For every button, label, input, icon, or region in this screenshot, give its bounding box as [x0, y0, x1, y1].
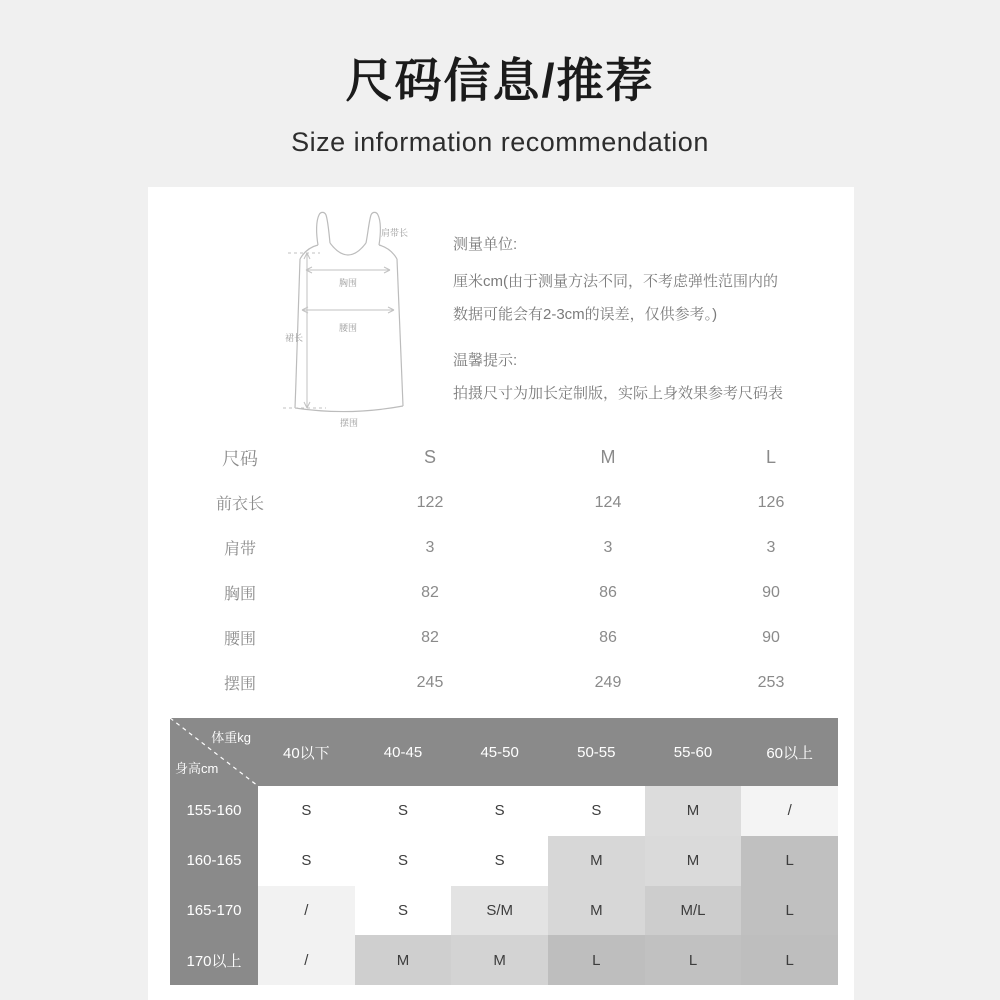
content-panel: [148, 187, 854, 1000]
matrix-size-cell: L: [741, 935, 838, 985]
matrix-size-cell: /: [258, 935, 355, 985]
measure-unit-line1: 厘米cm(由于测量方法不同，不考虑弹性范围内的: [453, 273, 778, 290]
matrix-size-cell: S: [258, 786, 355, 836]
notes-block: [453, 233, 818, 410]
tip-title: 温馨提示:: [453, 352, 518, 369]
matrix-size-cell: L: [645, 935, 742, 985]
dress-outline: [295, 212, 403, 411]
corner-weight-label: 体重kg: [211, 730, 251, 745]
matrix-size-cell: S: [548, 786, 645, 836]
size-table-value-cell: 3: [603, 538, 613, 556]
matrix-corner-cell: [170, 718, 258, 786]
size-table-row-label: 腰围: [223, 631, 256, 648]
tip-line: 拍摄尺寸为加长定制版，实际上身效果参考尺码表: [453, 385, 784, 402]
size-table-value-cell: 3: [766, 538, 776, 556]
size-table-header-cell: M: [600, 447, 616, 467]
matrix-height-label-cell: 155-160: [170, 786, 258, 836]
matrix-size-cell: S: [451, 836, 548, 886]
matrix-size-cell: L: [741, 836, 838, 886]
diagram-label-waist: 腰围: [338, 323, 358, 333]
matrix-size-cell: M: [645, 786, 742, 836]
matrix-size-cell: S: [451, 786, 548, 836]
size-table-value-cell: 90: [762, 583, 780, 601]
page-title: 尺码信息/推荐: [345, 54, 655, 107]
matrix-size-cell: M: [355, 935, 452, 985]
matrix-size-cell: S: [258, 836, 355, 886]
size-table-value-cell: 249: [594, 673, 622, 691]
matrix-size-cell: M: [451, 935, 548, 985]
size-table: [148, 435, 854, 705]
matrix-size-cell: S: [355, 786, 452, 836]
matrix-weight-header-cell: 40以下: [258, 718, 355, 786]
corner-height-label: 身高cm: [175, 761, 219, 776]
size-table-row-label: 前衣长: [215, 496, 264, 513]
matrix-size-cell: S/M: [451, 886, 548, 936]
dress-diagram: [268, 205, 428, 435]
size-table-value-cell: 86: [599, 628, 617, 646]
matrix-size-cell: /: [741, 786, 838, 836]
matrix-size-cell: L: [548, 935, 645, 985]
size-table-header-cell: L: [765, 447, 776, 467]
diagram-label-strap: 肩带长: [381, 228, 409, 238]
matrix-size-cell: M: [548, 886, 645, 936]
size-table-row-label: 肩带: [223, 541, 256, 558]
size-table-value-cell: 126: [757, 493, 785, 511]
matrix-size-cell: S: [355, 886, 452, 936]
matrix-size-cell: L: [741, 886, 838, 936]
size-table-value-cell: 90: [762, 628, 780, 646]
size-table-header-cell: 尺码: [222, 448, 258, 469]
matrix-weight-header-cell: 55-60: [645, 718, 742, 786]
matrix-height-label-cell: 170以上: [170, 935, 258, 985]
diagram-label-hem: 摆围: [339, 418, 359, 428]
size-table-row-label: 摆围: [223, 676, 256, 693]
size-table-value-cell: 245: [416, 673, 444, 691]
matrix-weight-header-cell: 50-55: [548, 718, 645, 786]
size-table-value-cell: 82: [421, 583, 439, 601]
matrix-height-label-cell: 160-165: [170, 836, 258, 886]
size-table-value-cell: 3: [425, 538, 435, 556]
size-table-value-cell: 86: [599, 583, 617, 601]
size-recommendation-matrix: [170, 718, 838, 985]
matrix-size-cell: M/L: [645, 886, 742, 936]
page-subtitle: Size information recommendation: [291, 127, 709, 157]
diagram-label-length: 裙长: [284, 333, 304, 343]
matrix-size-cell: S: [355, 836, 452, 886]
matrix-weight-header-cell: 60以上: [741, 718, 838, 786]
measure-unit-line2: 数据可能会有2-3cm的误差，仅供参考。): [453, 306, 718, 323]
size-table-value-cell: 253: [757, 673, 785, 691]
matrix-size-cell: M: [645, 836, 742, 886]
matrix-height-label-cell: 165-170: [170, 886, 258, 936]
size-table-row-label: 胸围: [223, 586, 256, 603]
matrix-size-cell: M: [548, 836, 645, 886]
measure-unit-title: 测量单位:: [453, 236, 518, 253]
size-table-value-cell: 124: [594, 493, 622, 511]
diagram-label-bust: 胸围: [338, 278, 358, 288]
matrix-weight-header-cell: 45-50: [451, 718, 548, 786]
size-table-value-cell: 82: [421, 628, 439, 646]
size-table-header-cell: S: [423, 447, 436, 467]
size-table-value-cell: 122: [416, 493, 444, 511]
title-block: [0, 44, 1000, 158]
matrix-size-cell: /: [258, 886, 355, 936]
matrix-weight-header-cell: 40-45: [355, 718, 452, 786]
